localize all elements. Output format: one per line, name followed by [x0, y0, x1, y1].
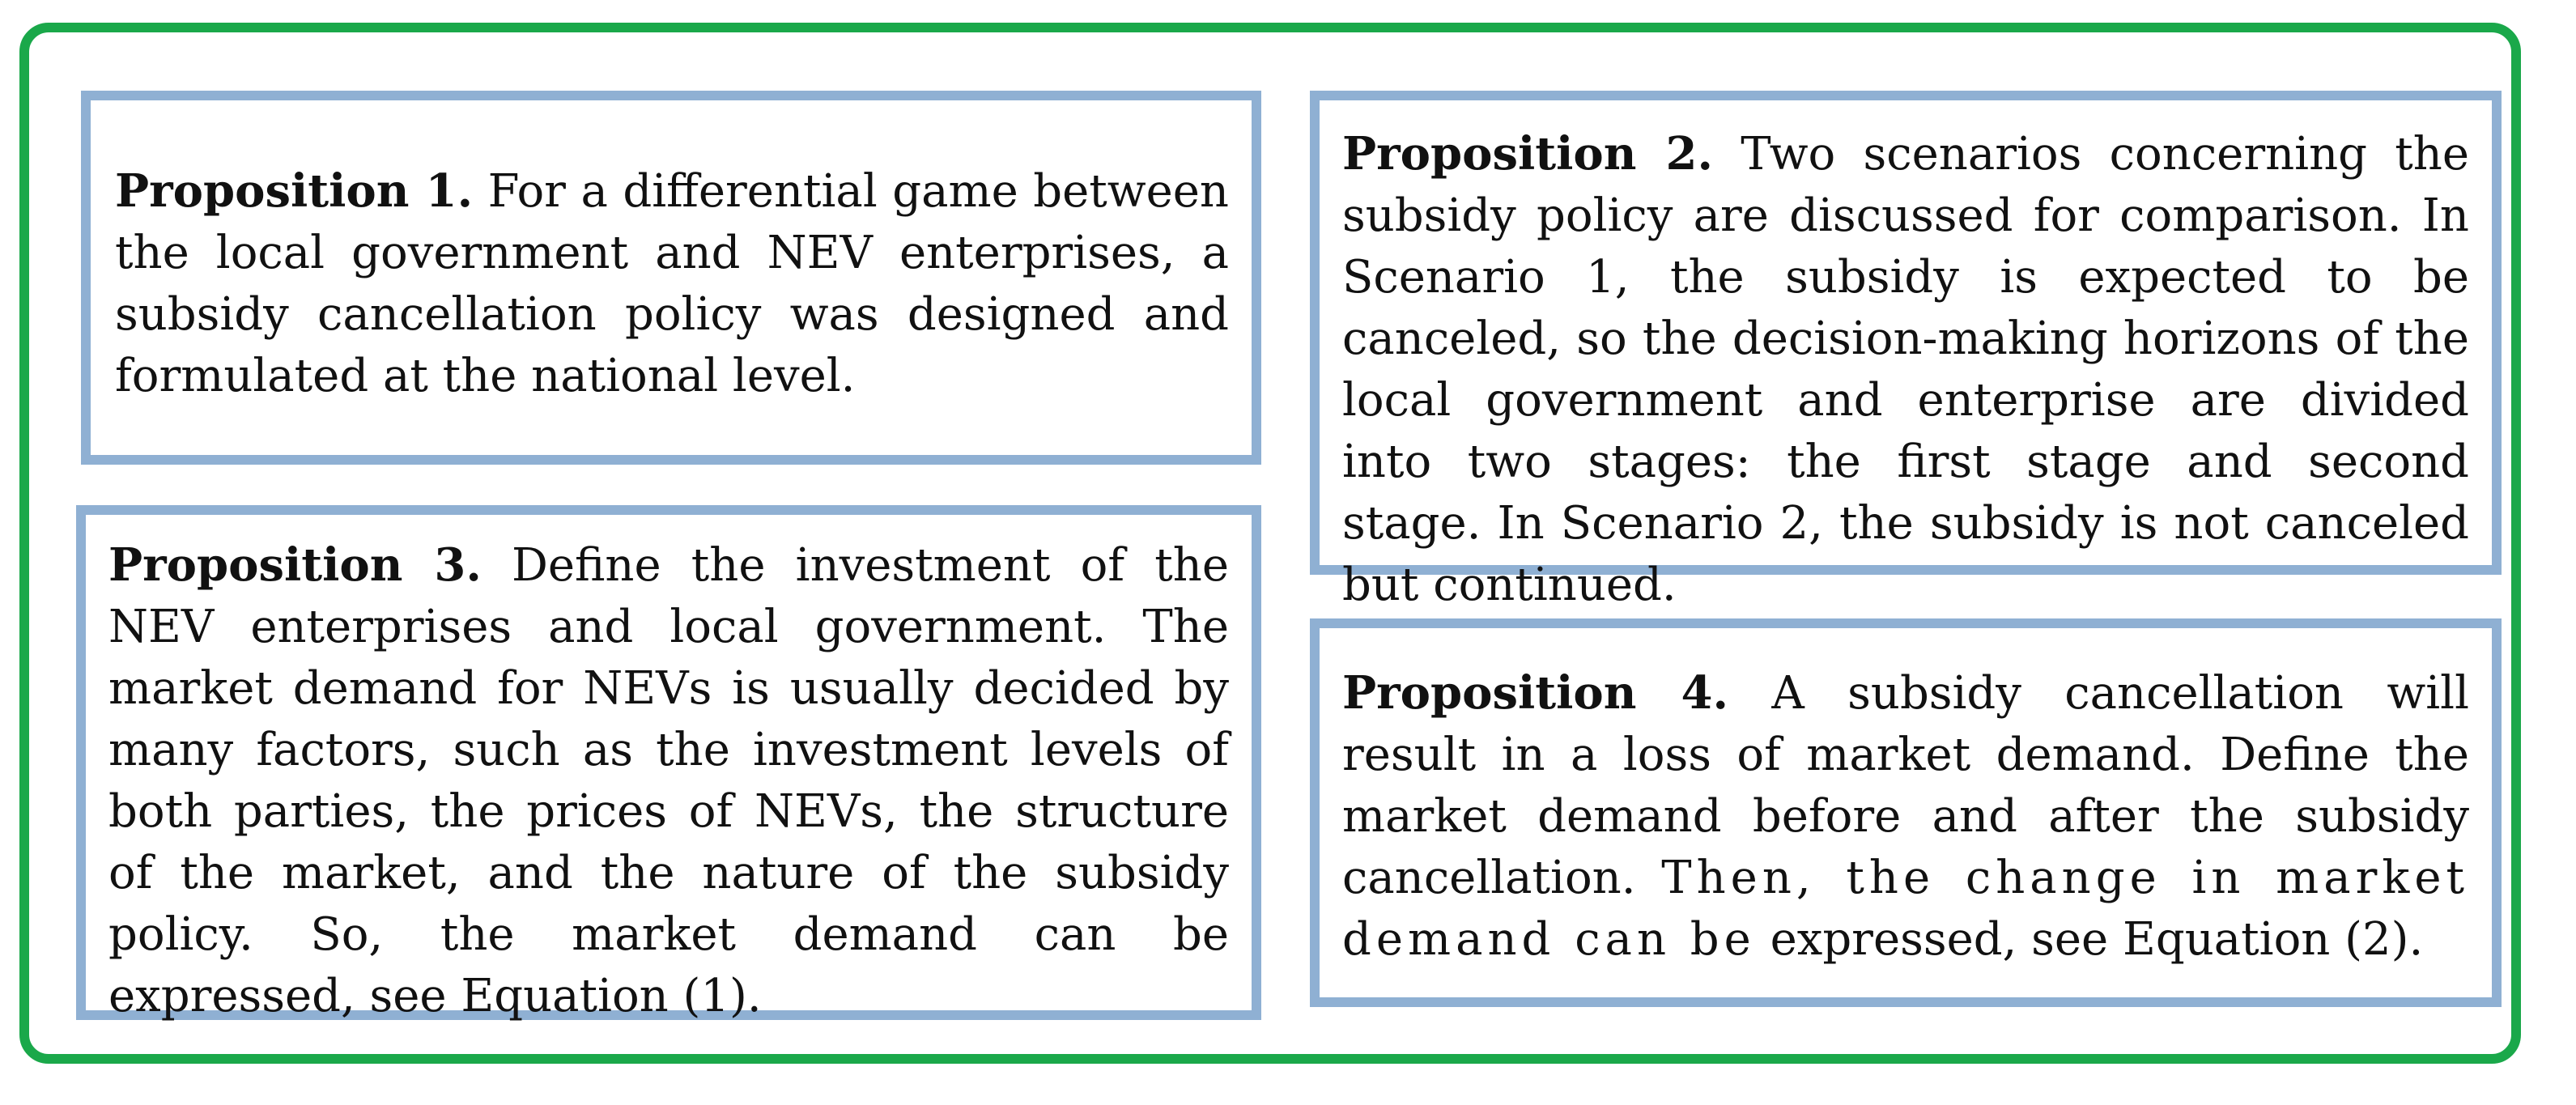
proposition-4-text-part3: expressed, see Equation (2).: [1770, 913, 2424, 966]
proposition-2-text: Two scenarios concerning the subsidy policy are discussed for comparison. In Scenario 1, the subsidy is expected to be canceled, so the decision-making horizons of the local government and enterprise are divided into two stages: the first stage and second stage. In Scenario 2, the subsidy is not canceled but continued.: [1342, 128, 2469, 611]
proposition-1-title: Proposition 1.: [115, 164, 474, 218]
proposition-3-box: [76, 505, 1261, 1020]
proposition-1-text: For a differential game between the local government and NEV enterprises, a subsidy cancellation policy was designed and formulated at the national level.: [115, 165, 1229, 402]
proposition-4-text-part1: A subsidy cancellation will result in a loss of market demand. Define the market demand before and after the subsidy cancellation.: [1342, 667, 2469, 904]
proposition-3-title: Proposition 3.: [108, 538, 482, 592]
proposition-4-text-part2: Then, the change in market demand can be: [1342, 852, 2469, 966]
proposition-2-box: [1310, 91, 2502, 611]
proposition-4-box: [1310, 618, 2502, 1007]
proposition-2-title: Proposition 2.: [1342, 127, 1713, 181]
proposition-3-text: Define the investment of the NEV enterprises and local government. The market demand for NEVs is usually decided by many factors, such as the investment levels of both parties, the prices of NEVs, the structure of the market, and the nature of the subsidy policy. So, the market demand can be expressed, see Equation (1).: [108, 539, 1229, 1022]
proposition-1-box: [81, 91, 1261, 465]
proposition-4-title: Proposition 4.: [1342, 666, 1728, 720]
